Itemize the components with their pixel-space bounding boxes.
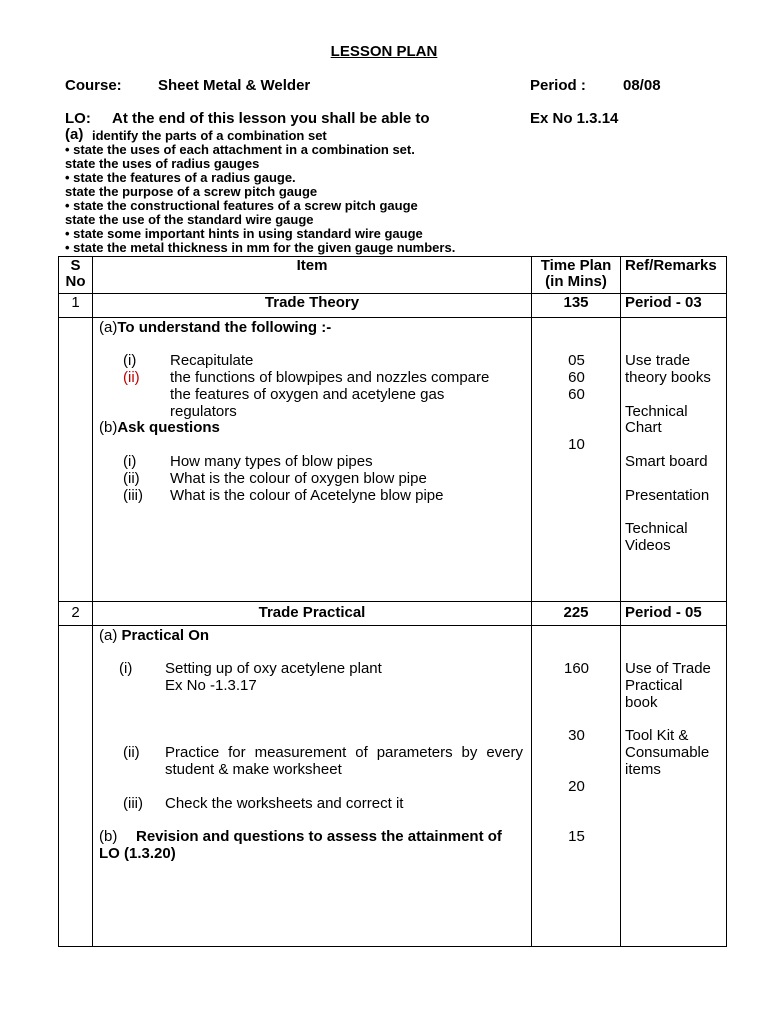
list-item: What is the colour of Acetelyne blow pipe bbox=[170, 487, 444, 504]
theory-ref: Period - 03 bbox=[625, 294, 702, 311]
theory-times bbox=[532, 318, 621, 602]
course-label: Course: bbox=[65, 77, 122, 94]
practical-title: Trade Practical bbox=[258, 604, 366, 621]
ref-text: book bbox=[625, 694, 658, 711]
theory-time: 135 bbox=[563, 294, 589, 311]
theory-section-a bbox=[99, 319, 331, 336]
time-value: 15 bbox=[568, 828, 585, 845]
item-number: (ii) bbox=[123, 369, 140, 386]
time-value: 160 bbox=[563, 660, 590, 677]
ref-text: Presentation bbox=[625, 487, 710, 504]
practical-time: 225 bbox=[563, 604, 589, 621]
theory-section-b bbox=[99, 419, 220, 436]
objective-line: identify the parts of a combination set bbox=[92, 128, 327, 143]
table-header-row bbox=[59, 257, 727, 294]
section-a-prefix: (a) bbox=[99, 319, 118, 336]
section-a-heading: To understand the following :- bbox=[117, 319, 332, 336]
section-b-heading: Ask questions bbox=[117, 419, 220, 436]
lesson-table bbox=[58, 256, 727, 947]
header-time-line: (in Mins) bbox=[545, 273, 607, 290]
practical-ref: Period - 05 bbox=[625, 604, 702, 621]
item-number: (ii) bbox=[123, 470, 140, 487]
ref-text: Use of Trade bbox=[625, 660, 711, 677]
list-item: regulators bbox=[170, 403, 237, 420]
list-item: Practice for measurement of parameters by every bbox=[165, 744, 523, 761]
time-value: 60 bbox=[568, 369, 585, 386]
practical-refs bbox=[621, 626, 727, 947]
period-value: 08/08 bbox=[623, 77, 661, 94]
time-value: 10 bbox=[568, 436, 585, 453]
period-label: Period : bbox=[530, 77, 586, 94]
practical-content bbox=[93, 626, 532, 947]
section-b-prefix: (b) bbox=[99, 419, 118, 436]
header-sno-line: No bbox=[65, 273, 86, 290]
time-value: 05 bbox=[568, 352, 585, 369]
practical-times bbox=[532, 626, 621, 947]
objective-line: • state some important hints in using standard wire gauge bbox=[65, 226, 423, 241]
list-item: Setting up of oxy acetylene plant bbox=[165, 660, 382, 677]
practical-sno: 2 bbox=[71, 604, 80, 621]
lo-text: At the end of this lesson you shall be able to bbox=[112, 110, 430, 127]
header-item-label: Item bbox=[296, 257, 328, 274]
item-number: (iii) bbox=[123, 487, 143, 504]
exercise-number: Ex No 1.3.14 bbox=[530, 110, 619, 127]
section-a-heading: Practical On bbox=[121, 627, 210, 644]
table-row bbox=[59, 294, 727, 318]
ref-text: Technical bbox=[625, 403, 688, 420]
lo-label: LO: bbox=[65, 110, 91, 127]
header-ref-label: Ref/Remarks bbox=[625, 257, 717, 274]
header-item bbox=[93, 257, 532, 294]
section-a-prefix: (a) bbox=[99, 627, 122, 644]
theory-title: Trade Theory bbox=[264, 294, 360, 311]
item-number: (i) bbox=[119, 660, 133, 677]
objective-line: state the uses of radius gauges bbox=[65, 156, 260, 171]
table-row bbox=[59, 626, 727, 947]
ref-text: Use trade bbox=[625, 352, 691, 369]
ref-text: items bbox=[625, 761, 661, 778]
revision-text: Revision and questions to assess the attainment of bbox=[136, 828, 502, 845]
objective-line: • state the features of a radius gauge. bbox=[65, 170, 296, 185]
objective-line: • state the constructional features of a screw pitch gauge bbox=[65, 198, 418, 213]
table-row bbox=[59, 318, 727, 602]
header-sno-line: S bbox=[70, 257, 81, 274]
objective-line: state the purpose of a screw pitch gauge bbox=[65, 184, 318, 199]
ref-text: Chart bbox=[625, 419, 662, 436]
header-time-line: Time Plan bbox=[540, 257, 612, 274]
page-title: LESSON PLAN bbox=[330, 43, 438, 60]
header-ref bbox=[621, 257, 727, 294]
item-number: (ii) bbox=[123, 744, 140, 761]
table-row bbox=[59, 602, 727, 626]
time-value: 60 bbox=[568, 386, 585, 403]
practical-section-a bbox=[99, 627, 209, 644]
objective-marker: (a) bbox=[65, 126, 84, 143]
time-value: 20 bbox=[568, 778, 585, 795]
item-number: (iii) bbox=[123, 795, 143, 812]
ref-text: Technical bbox=[625, 520, 688, 537]
revision-text: LO (1.3.20) bbox=[99, 845, 176, 862]
ref-text: Practical bbox=[625, 677, 683, 694]
list-item: How many types of blow pipes bbox=[170, 453, 373, 470]
theory-sno: 1 bbox=[71, 294, 80, 311]
objective-line: state the use of the standard wire gauge bbox=[65, 212, 314, 227]
item-number: (i) bbox=[123, 453, 137, 470]
time-value: 30 bbox=[568, 727, 585, 744]
list-item: Ex No -1.3.17 bbox=[165, 677, 257, 694]
list-item: the features of oxygen and acetylene gas bbox=[170, 386, 445, 403]
list-item: student & make worksheet bbox=[165, 761, 342, 778]
header-sno bbox=[59, 257, 93, 294]
ref-text: theory books bbox=[625, 369, 711, 386]
ref-text: Consumable bbox=[625, 744, 710, 761]
list-item: Check the worksheets and correct it bbox=[165, 795, 404, 812]
course-value: Sheet Metal & Welder bbox=[158, 77, 311, 94]
header-time bbox=[532, 257, 621, 294]
theory-refs bbox=[621, 318, 727, 602]
item-number: (b) bbox=[99, 828, 118, 845]
list-item: the functions of blowpipes and nozzles compare bbox=[170, 369, 490, 386]
ref-text: Smart board bbox=[625, 453, 708, 470]
ref-text: Tool Kit & bbox=[625, 727, 689, 744]
item-number: (i) bbox=[123, 352, 137, 369]
objective-line: • state the uses of each attachment in a combination set. bbox=[65, 142, 415, 157]
objective-line: • state the metal thickness in mm for the given gauge numbers. bbox=[65, 240, 456, 255]
theory-content bbox=[93, 318, 532, 602]
list-item: Recapitulate bbox=[170, 352, 254, 369]
ref-text: Videos bbox=[625, 537, 671, 554]
list-item: What is the colour of oxygen blow pipe bbox=[170, 470, 427, 487]
